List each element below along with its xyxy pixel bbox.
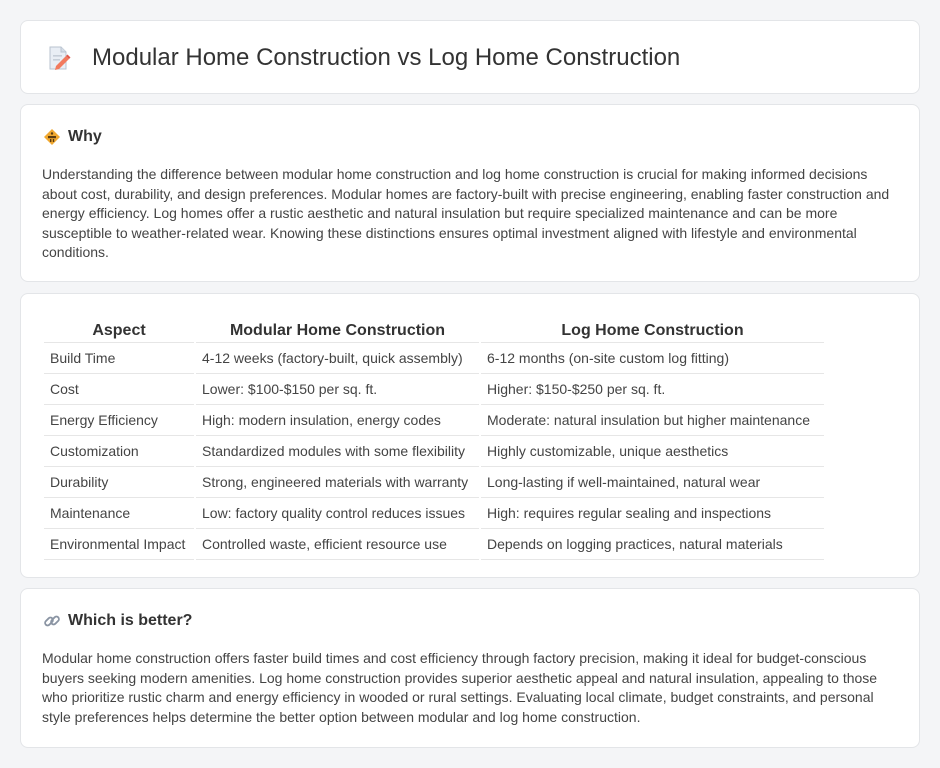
cell-aspect: Cost: [44, 374, 194, 405]
why-section: [20, 104, 920, 282]
document-edit-icon: [47, 45, 71, 71]
comparison-table: [42, 314, 826, 560]
why-heading: Why: [68, 128, 102, 145]
cell-modular: Standardized modules with some flexibility: [196, 436, 479, 467]
cell-modular: Low: factory quality control reduces issues: [196, 498, 479, 529]
link-icon: [42, 611, 62, 631]
why-heading-row: [42, 127, 102, 147]
cell-aspect: Maintenance: [44, 498, 194, 529]
cell-modular: Lower: $100-$150 per sq. ft.: [196, 374, 479, 405]
header-log: Log Home Construction: [481, 314, 824, 343]
cell-log: High: requires regular sealing and inspections: [481, 498, 824, 529]
page-title: Modular Home Construction vs Log Home Construction: [92, 44, 681, 71]
table-row: [44, 498, 824, 529]
table-row: [44, 529, 824, 560]
cell-aspect: Environmental Impact: [44, 529, 194, 560]
cell-aspect: Build Time: [44, 343, 194, 374]
which-is-better-section: [20, 588, 920, 748]
header-aspect: Aspect: [44, 314, 194, 343]
cell-aspect: Energy Efficiency: [44, 405, 194, 436]
cell-modular: Controlled waste, efficient resource use: [196, 529, 479, 560]
comparison-section: [20, 293, 920, 578]
cell-log: 6-12 months (on-site custom log fitting): [481, 343, 824, 374]
table-row: [44, 467, 824, 498]
table-row: [44, 436, 824, 467]
construction-sign-icon: [42, 127, 62, 147]
cell-modular: High: modern insulation, energy codes: [196, 405, 479, 436]
better-heading: Which is better?: [68, 612, 193, 629]
cell-log: Moderate: natural insulation but higher maintenance: [481, 405, 824, 436]
table-row: [44, 405, 824, 436]
table-row: [44, 374, 824, 405]
title-card: [20, 20, 920, 94]
cell-modular: Strong, engineered materials with warranty: [196, 467, 479, 498]
cell-aspect: Customization: [44, 436, 194, 467]
cell-log: Highly customizable, unique aesthetics: [481, 436, 824, 467]
header-modular: Modular Home Construction: [196, 314, 479, 343]
cell-modular: 4-12 weeks (factory-built, quick assembly): [196, 343, 479, 374]
cell-log: Depends on logging practices, natural materials: [481, 529, 824, 560]
table-row: [44, 343, 824, 374]
table-header-row: [44, 314, 824, 343]
better-text: Modular home construction offers faster build times and cost efficiency through factory precision, making it ideal for budget-conscious buyers seeking modern amenities. Log home construction provides superior aesthetic appeal and natural insulation, appealing to those who prioritize rustic charm and energy efficiency in wooded or rural settings. Evaluating local climate, budget constraints, and personal style preferences helps determine the better option between modular and log home construction.: [42, 650, 878, 725]
cell-aspect: Durability: [44, 467, 194, 498]
cell-log: Higher: $150-$250 per sq. ft.: [481, 374, 824, 405]
better-heading-row: [42, 611, 192, 631]
cell-log: Long-lasting if well-maintained, natural wear: [481, 467, 824, 498]
why-text: Understanding the difference between modular home construction and log home construction is crucial for making informed decisions about cost, durability, and design preferences. Modular homes are factory-built with precise engineering, enabling faster construction and energy efficiency. Log homes offer a rustic aesthetic and natural insulation but require specialized maintenance and can be more susceptible to weather-related wear. Knowing these distinctions ensures optimal investment aligned with lifestyle and environmental conditions.: [42, 166, 890, 260]
